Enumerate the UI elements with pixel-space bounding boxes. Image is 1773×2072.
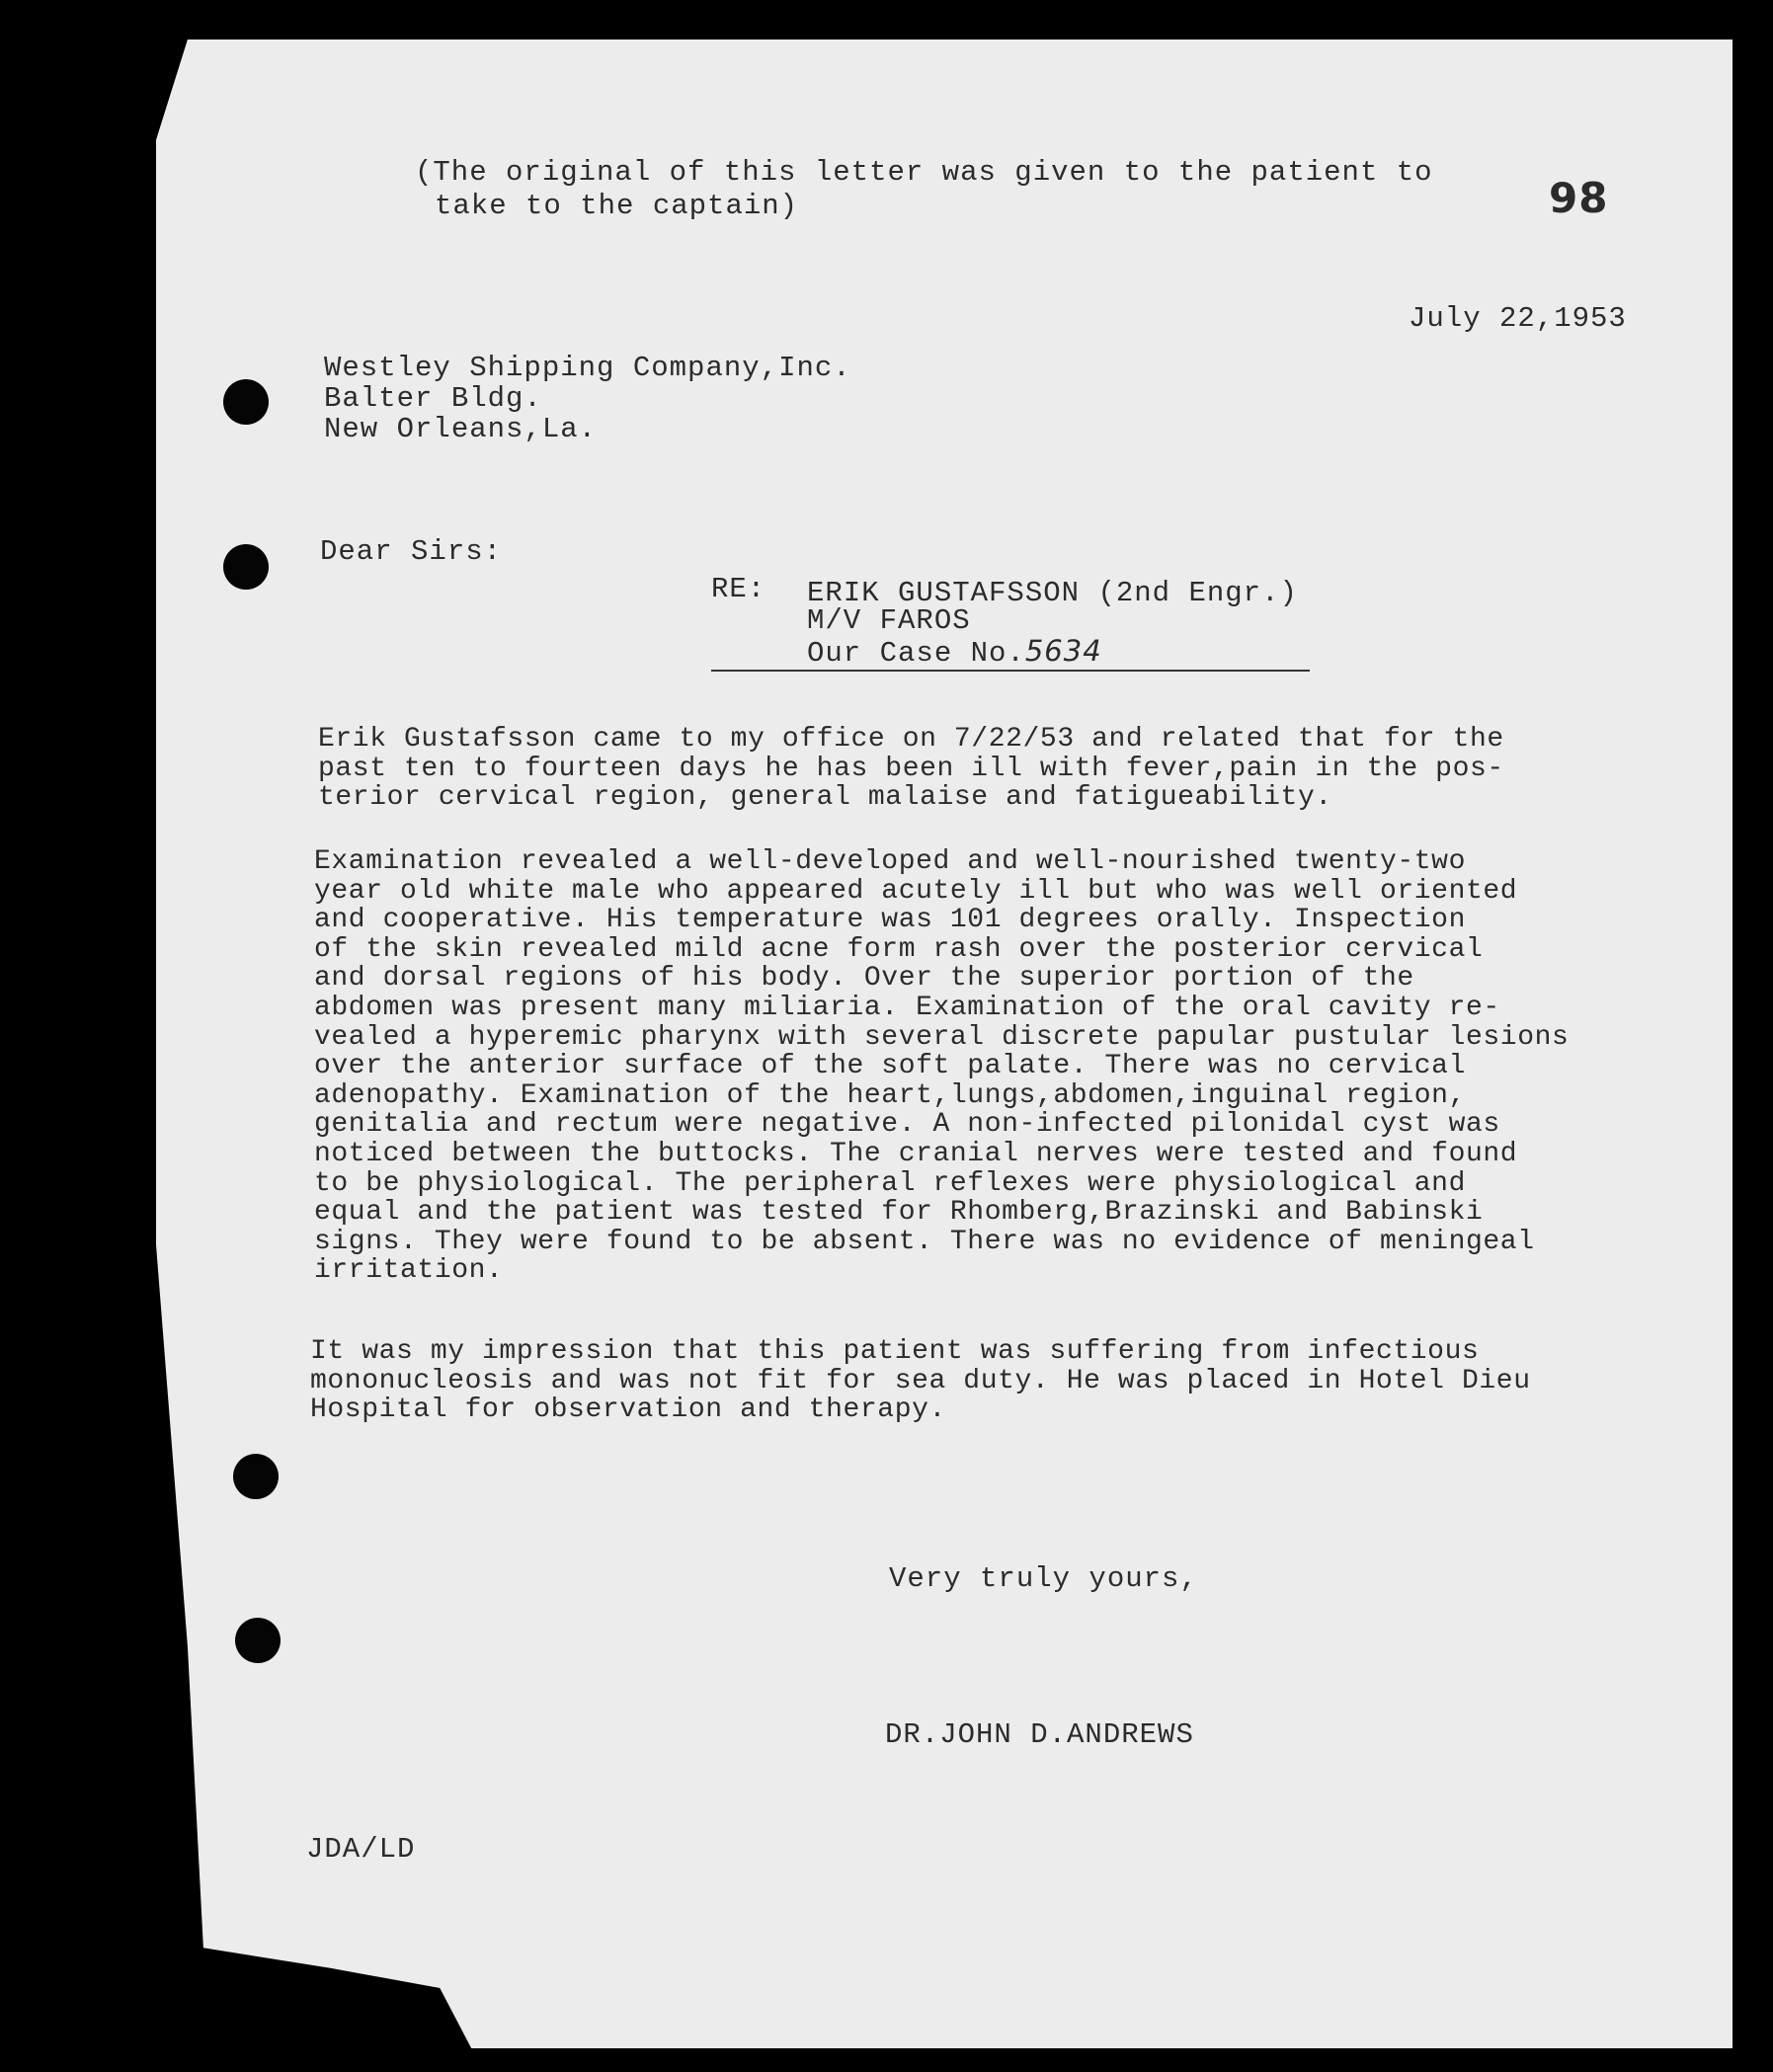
paragraph-1: Erik Gustafsson came to my office on 7/22/53 and related that for the past ten to fourteen days he has been ill with fever,pain in the pos- terior cervical region, general malaise and fatigueability. xyxy=(318,724,1504,814)
page-number: 98 xyxy=(1549,174,1609,222)
paragraph-2: Examination revealed a well-developed and well-nourished twenty-two year old white male who appeared acutely ill but who was well oriented and cooperative. His temperature was 101 degrees orally. Inspection of the skin revealed mild acne form rash over the posterior cervical and dorsal regions of his body. Over the superior portion of the abdomen was present many miliaria. Examination of the oral cavity re- vealed a hyperemic pharynx with several discrete papular pustular lesions over the anterior surface of the soft palate. There was no cervical adenopathy. Examination of the heart,lungs,abdomen,inguinal region, genitalia and rectum were negative. A non-infected pilonidal cyst was noticed between the buttocks. The cranial nerves were tested and found to be physiological. The peripheral reflexes were physiological and equal and the patient was tested for Rhomberg,Brazinski and Babinski signs. They were found to be absent. There was no evidence of meningeal irritation. xyxy=(314,846,1570,1287)
reference-label: RE: xyxy=(711,573,766,605)
case-number: 5634 xyxy=(1024,634,1102,668)
reference-case xyxy=(807,634,1102,670)
punch-hole xyxy=(223,379,269,425)
initials: JDA/LD xyxy=(306,1833,416,1866)
case-label: Our Case No. xyxy=(807,637,1025,670)
reference-line1: ERIK GUSTAFSSON (2nd Engr.) xyxy=(807,577,1298,609)
header-note-line2: take to the captain) xyxy=(435,190,799,222)
signature: DR.JOHN D.ANDREWS xyxy=(885,1718,1194,1751)
salutation: Dear Sirs: xyxy=(320,535,503,568)
punch-hole xyxy=(233,1454,279,1499)
recipient-line1: Westley Shipping Company,Inc. xyxy=(324,352,851,384)
paragraph-3: It was my impression that this patient was suffering from infectious mononucleosis and was not fit for sea duty. He was placed in Hotel Dieu Hospital for observation and therapy. xyxy=(310,1336,1531,1426)
letter-date: July 22,1953 xyxy=(1409,302,1627,335)
closing: Very truly yours, xyxy=(889,1562,1198,1595)
header-note-line1: (The original of this letter was given to the patient to xyxy=(415,156,1433,189)
recipient-line3: New Orleans,La. xyxy=(324,413,598,445)
punch-hole xyxy=(223,544,269,590)
reference-underline xyxy=(711,670,1310,672)
punch-hole xyxy=(235,1618,281,1663)
reference-line2: M/V FAROS xyxy=(807,604,971,637)
recipient-line2: Balter Bldg. xyxy=(324,382,542,415)
